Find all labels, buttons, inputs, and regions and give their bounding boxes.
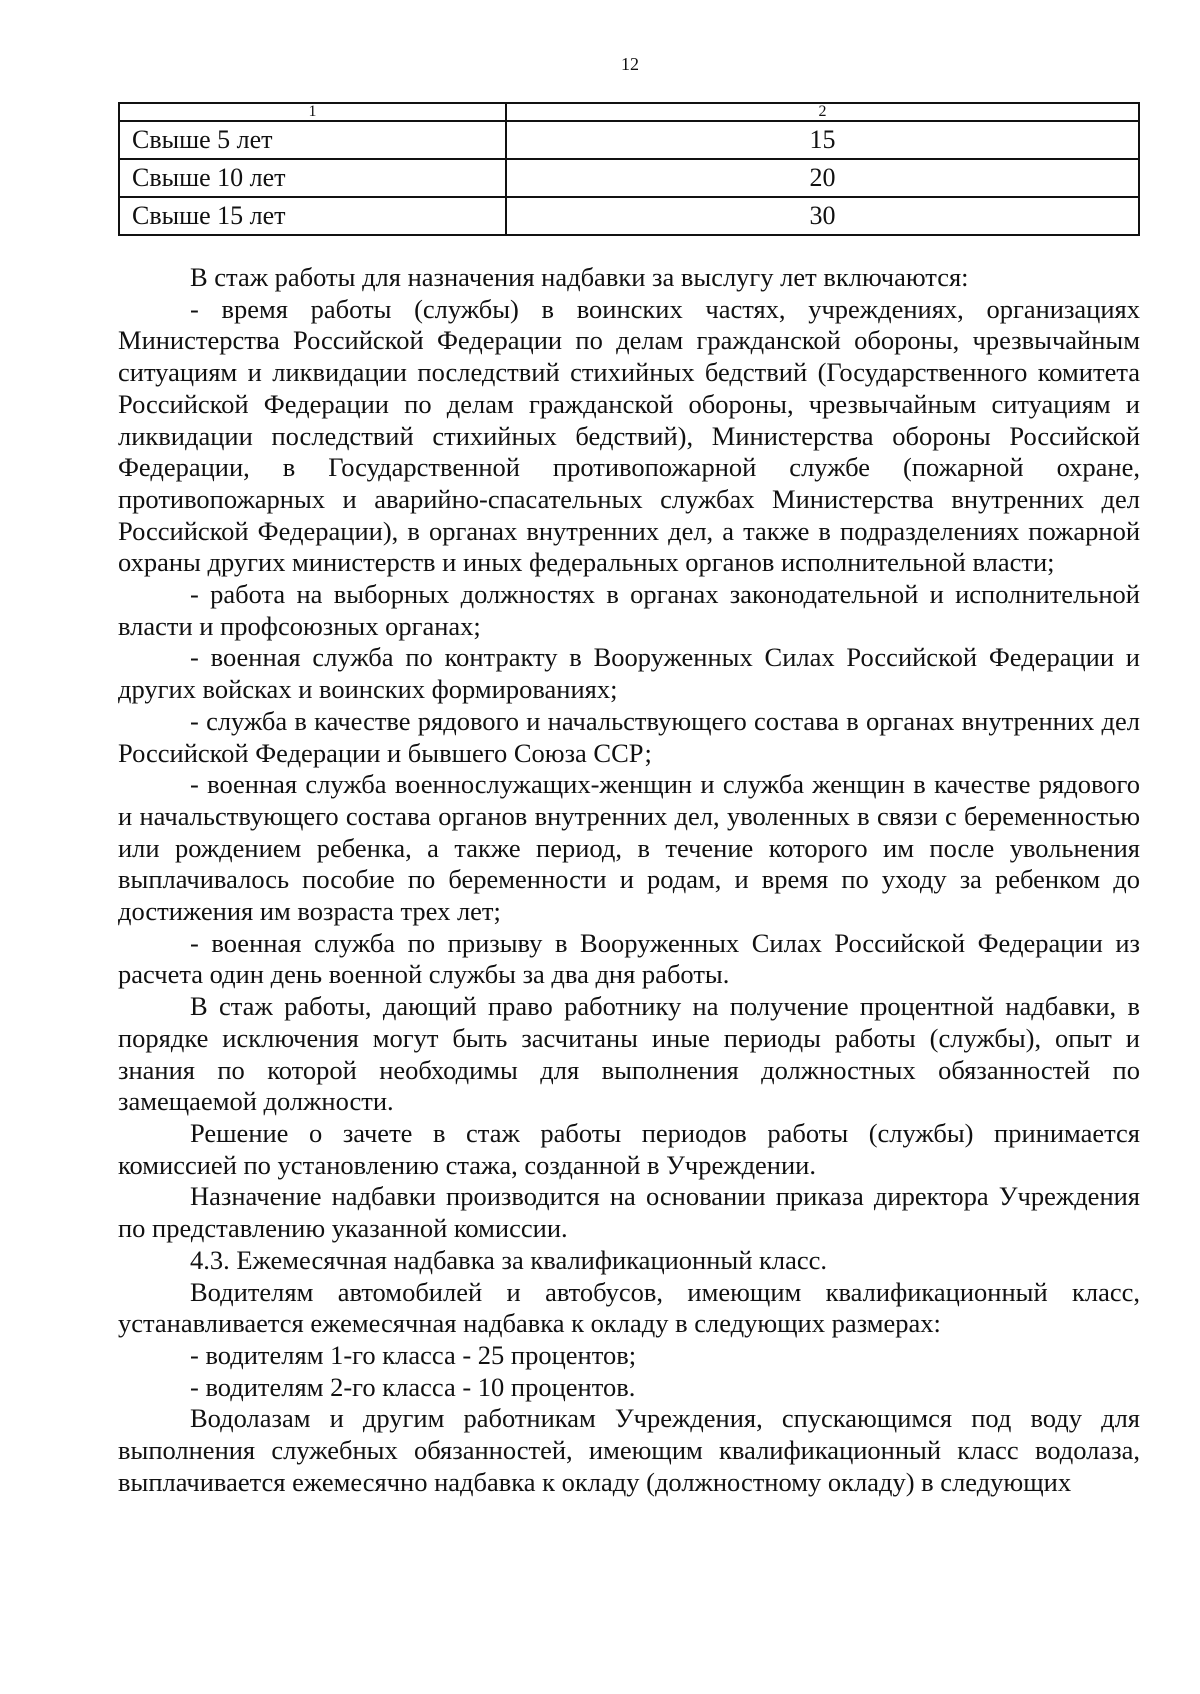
paragraph: В стаж работы, дающий право работнику на получение процентной надбавки, в порядке исключения могут быть засчитаны иные периоды работы (службы), опыт и знания по которой необходимы для выполнения должностных обязанностей по замещаемой должности. (118, 991, 1140, 1117)
paragraph: - военная служба по контракту в Вооруженных Силах Российской Федерации и других войсках и воинских формированиях; (118, 642, 1140, 705)
paragraph: В стаж работы для назначения надбавки за выслугу лет включаются: (190, 262, 969, 292)
table-header-cell: 2 (506, 103, 1139, 121)
table-row (119, 159, 1139, 197)
paragraph: - работа на выборных должностях в органах законодательной и исполнительной власти и профсоюзных органах; (118, 579, 1140, 641)
paragraph: - время работы (службы) в воинских частях, учреждениях, организациях Министерства Российской Федерации по делам гражданской обороны, чрезвычайным ситуациям и ликвидации последствий стихийных бедствий (Государственного комитета Российской Федерации по делам гражданской обороны, чрезвычайным ситуациям и ликвидации последствий стихийных бедствий), Министерства обороны Российской Федерации, в Государственной противопожарной службе (пожарной охране, противопожарных и аварийно-спасательных службах Министерства внутренних дел Российской Федерации), в органах внутренних дел, а также в подразделениях пожарной охраны других министерств и иных федеральных органов исполнительной власти; (118, 293, 1140, 578)
table-cell-value: 20 (506, 159, 1139, 197)
table-row (119, 197, 1139, 235)
paragraph: - военная служба военнослужащих-женщин и служба женщин в качестве рядового и начальствующего состава органов внутренних дел, уволенных в связи с беременностью или рождением ребенка, а также период, в течение которого им после увольнения выплачивалось пособие по беременности и родам, и время по уходу за ребенком до достижения им возраста трех лет; (118, 769, 1140, 927)
paragraph: - военная служба по призыву в Вооруженных Силах Российской Федерации из расчета один день военной службы за два дня работы. (118, 927, 1140, 990)
paragraph: - служба в качестве рядового и начальствующего состава в органах внутренних дел Российской Федерации и бывшего Союза ССР; (118, 705, 1140, 768)
list-item: - водителям 1-го класса - 25 процентов; (190, 1339, 637, 1370)
paragraph: Водителям автомобилей и автобусов, имеющим квалификационный класс, устанавливается ежемесячная надбавка к окладу в следующих размерах: (118, 1276, 1140, 1339)
table-header-cell: 1 (119, 103, 506, 121)
table-row (119, 121, 1139, 159)
document-body (118, 262, 1140, 1498)
page-number: 12 (621, 54, 639, 74)
paragraph: Назначение надбавки производится на основании приказа директора Учреждения по представлению указанной комиссии. (118, 1181, 1140, 1244)
table-cell-label: Свыше 5 лет (119, 121, 506, 159)
table-cell-label: Свыше 10 лет (119, 159, 506, 197)
table-header-row (119, 103, 1139, 121)
table-cell-value: 30 (506, 197, 1139, 235)
table-cell-label: Свыше 15 лет (119, 197, 506, 235)
list-item: - водителям 2-го класса - 10 процентов. (190, 1371, 636, 1402)
table-cell-value: 15 (506, 121, 1139, 159)
seniority-table (118, 102, 1140, 236)
paragraph: Водолазам и другим работникам Учреждения, спускающимся под воду для выполнения служебных обязанностей, имеющим квалификационный класс водолаза, выплачивается ежемесячно надбавка к окладу (должностному окладу) в следующих (118, 1403, 1140, 1497)
paragraph: Решение о зачете в стаж работы периодов работы (службы) принимается комиссией по установлению стажа, созданной в Учреждении. (118, 1117, 1140, 1180)
section-heading: 4.3. Ежемесячная надбавка за квалификационный класс. (190, 1244, 828, 1275)
